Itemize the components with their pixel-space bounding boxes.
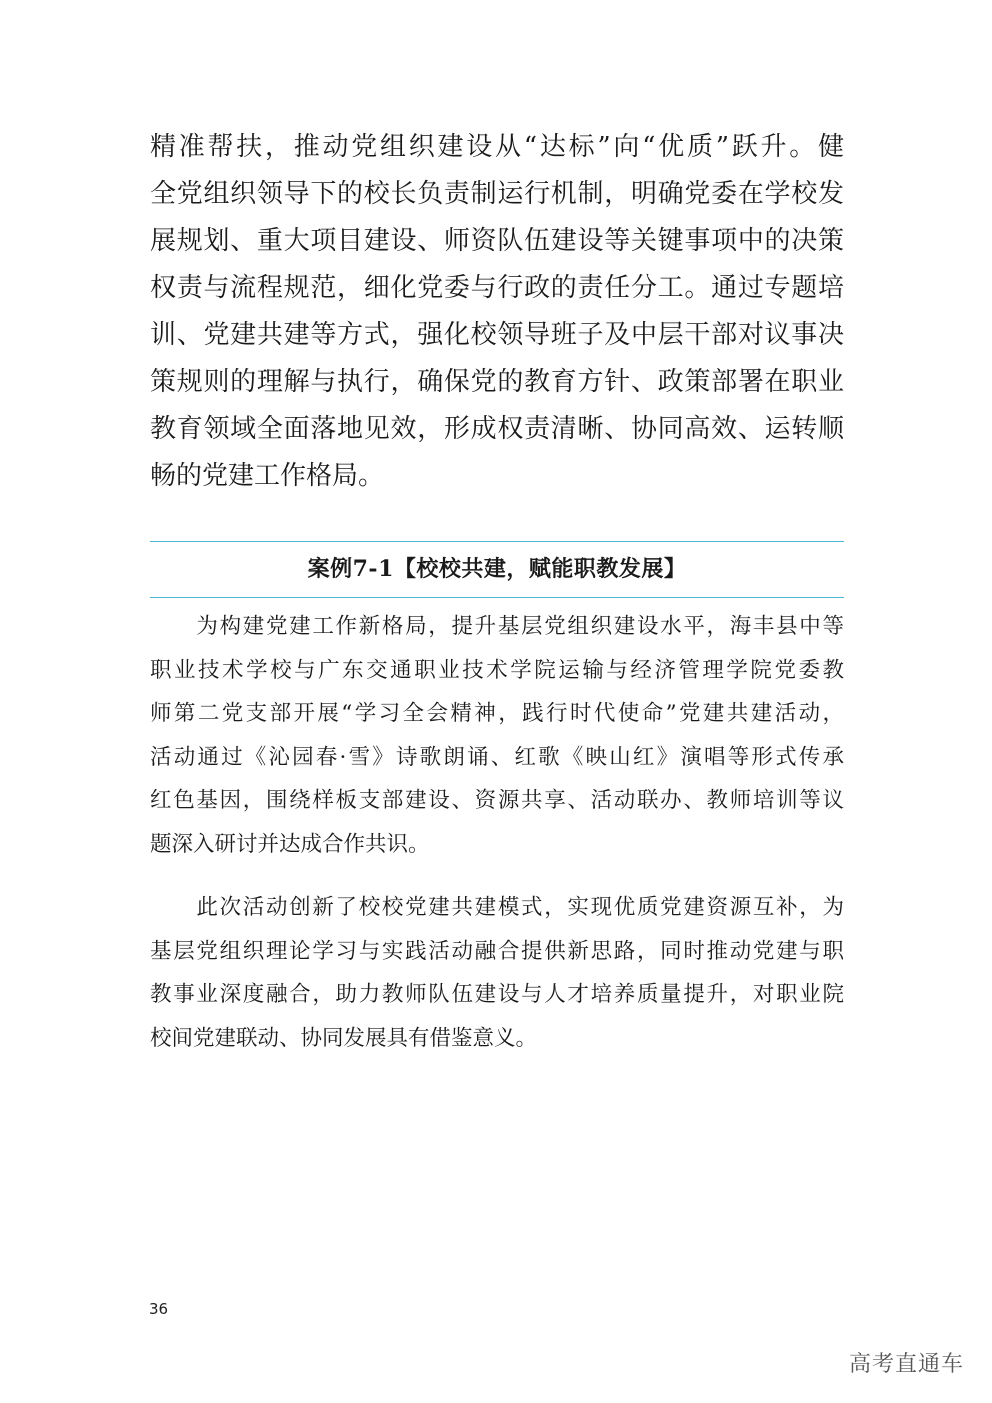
case-line: 此次活动创新了校校党建共建模式，实现优质党建资源互补，为 <box>150 895 844 920</box>
body-paragraph <box>150 124 844 500</box>
body-line: 全党组织领导下的校长负责制运行机制，明确党委在学校发 <box>150 179 844 209</box>
case-title: 案例7-1【校校共建，赋能职教发展】 <box>307 556 687 582</box>
case-line: 活动通过《沁园春·雪》诗歌朗诵、红歌《映山红》演唱等形式传承 <box>150 744 844 770</box>
case-line: 红色基因，围绕样板支部建设、资源共享、活动联办、教师培训等议 <box>150 788 844 814</box>
body-line: 权责与流程规范，细化党委与行政的责任分工。通过专题培 <box>150 273 844 303</box>
case-line: 题深入研讨并达成合作共识。 <box>150 831 430 857</box>
case-line: 师第二党支部开展“学习全会精神，践行时代使命”党建共建活动， <box>150 701 844 727</box>
body-line: 策规则的理解与执行，确保党的教育方针、政策部署在职业 <box>150 367 844 397</box>
case-header <box>150 541 844 598</box>
body-line: 精准帮扶，推动党组织建设从“达标”向“优质”跃升。健 <box>150 132 844 162</box>
case-line: 职业技术学校与广东交通职业技术学院运输与经济管理学院党委教 <box>150 657 844 683</box>
case-line: 教事业深度融合，助力教师队伍建设与人才培养质量提升，对职业院 <box>150 982 844 1008</box>
page-number: 36 <box>149 1300 169 1318</box>
body-line: 教育领域全面落地见效，形成权责清晰、协同高效、运转顺 <box>150 414 844 444</box>
case-line: 基层党组织理论学习与实践活动融合提供新思路，同时推动党建与职 <box>150 938 844 964</box>
body-line: 训、党建共建等方式，强化校领导班子及中层干部对议事决 <box>150 320 844 350</box>
watermark-text: 高考直通车 <box>848 1352 964 1377</box>
case-paragraph-2 <box>150 886 844 1060</box>
body-line: 畅的党建工作格局。 <box>150 461 385 491</box>
case-bottom-rule <box>150 597 844 598</box>
case-line: 校间党建联动、协同发展具有借鉴意义。 <box>150 1025 538 1051</box>
body-line: 展规划、重大项目建设、师资队伍建设等关键事项中的决策 <box>150 226 844 256</box>
case-line: 为构建党建工作新格局，提升基层党组织建设水平，海丰县中等 <box>150 614 844 639</box>
case-paragraph-1 <box>150 605 844 867</box>
